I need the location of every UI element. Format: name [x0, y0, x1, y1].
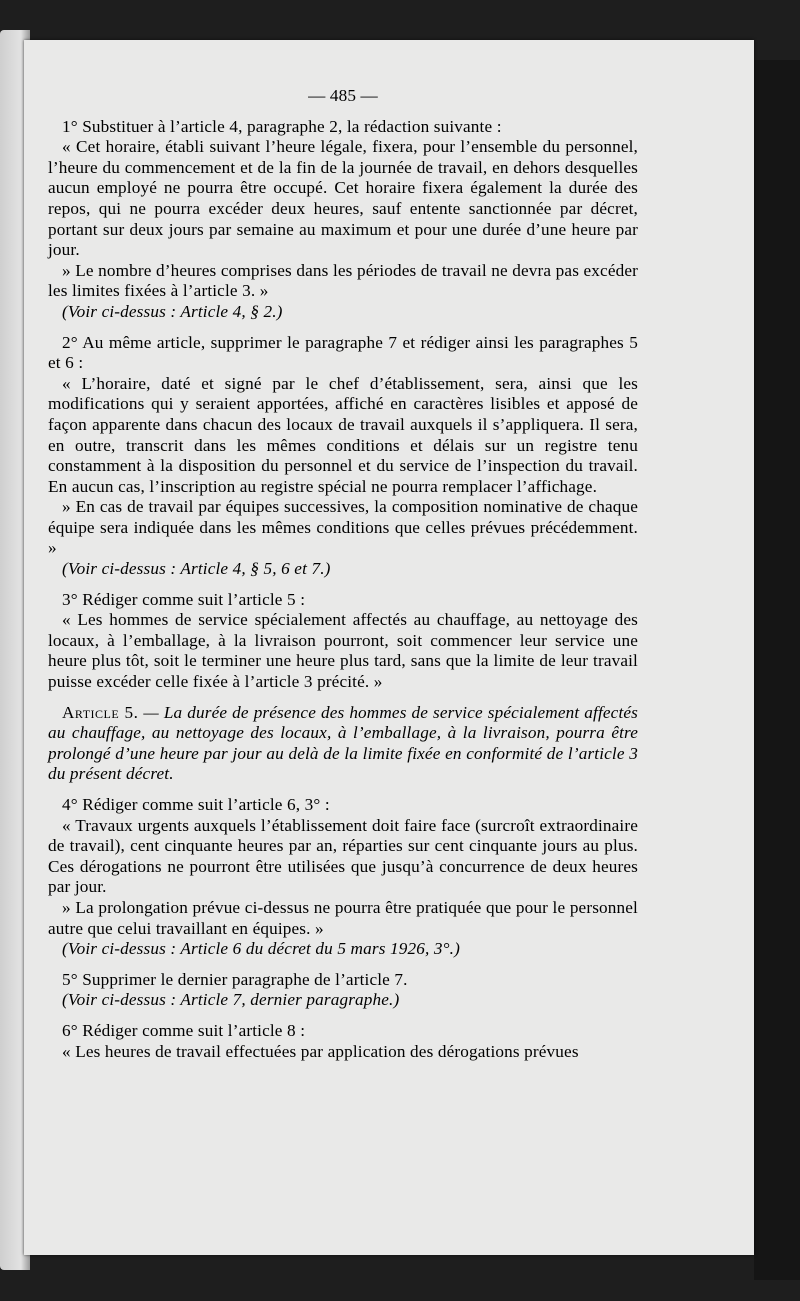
paragraph-item-2: 2° Au même article, supprimer le paragraphe 7 et rédiger ainsi les paragraphes 5 et 6 : — [48, 332, 638, 373]
paragraph-quote: « L’horaire, daté et signé par le chef d’établissement, sera, ainsi que les modifications qui y seraient apportées, affiché en caractères lisibles et apposé de façon apparente dans chacun des locaux de travail auxquels il s’appliquera. Il sera, en outre, transcrit dans les mêmes conditions et délais sur un registre tenu constamment à la disposition du personnel et du service de l’inspection du travail. En aucun cas, l’inscription au registre spécial ne pourra remplacer l’affichage. — [48, 373, 638, 496]
paragraph-quote: » Le nombre d’heures comprises dans les périodes de travail ne devra pas excéder les limites fixées à l’article 3. » — [48, 260, 638, 301]
paragraph-quote: « Travaux urgents auxquels l’établissement doit faire face (surcroît extraordinaire de travail), cent cinquante heures par an, réparties sur cent cinquante jours au plus. Ces dérogations ne pourront être utilisées que jusqu’à concurrence de deux heures par jour. — [48, 815, 638, 897]
scan-border — [754, 60, 800, 1280]
article-text: — La durée de présence des hommes de service spécialement affectés au chauffage, au nettoyage des locaux, à l’emballage, à la livraison, pourra être prolongé d’une heure par jour au delà de la limite fixée en conformité de l’article 3 du présent décret. — [48, 702, 638, 784]
reference-note: (Voir ci-dessus : Article 7, dernier paragraphe.) — [62, 990, 400, 1010]
article-excerpt — [48, 703, 638, 785]
paragraph-item-4: 4° Rédiger comme suit l’article 6, 3° : — [62, 795, 330, 814]
reference-note: (Voir ci-dessus : Article 4, § 5, 6 et 7.) — [62, 559, 331, 579]
paragraph-item-1: 1° Substituer à l’article 4, paragraphe 2, la rédaction suivante : — [62, 116, 502, 136]
paragraph-quote: « Les heures de travail effectuées par application des dérogations prévues — [62, 1041, 579, 1061]
paragraph-quote: « Les hommes de service spécialement affectés au chauffage, au nettoyage des locaux, à l’emballage, à la livraison pourront, soit commencer leur service une heure plus tôt, soit le terminer une heure plus tard, sans que la limite de leur travail puisse excéder celle fixée à l’article 3 précité. » — [48, 610, 638, 692]
paragraph-item-3: 3° Rédiger comme suit l’article 5 : — [62, 589, 306, 609]
paragraph-item-5: 5° Supprimer le dernier paragraphe de l’article 7. — [62, 969, 408, 989]
article-label: Article 5. — [62, 702, 139, 722]
page-number: — 485 — — [308, 86, 378, 105]
page-content — [48, 86, 638, 1062]
reference-note: (Voir ci-dessus : Article 6 du décret du 5 mars 1926, 3°.) — [62, 939, 460, 959]
reference-note: (Voir ci-dessus : Article 4, § 2.) — [62, 301, 283, 321]
paragraph-quote: » En cas de travail par équipes successives, la composition nominative de chaque équipe sera indiquée dans les mêmes conditions que celles prévues précédemment. » — [48, 497, 638, 558]
paragraph-quote: » La prolongation prévue ci-dessus ne pourra être pratiquée que pour le personnel autre que celui travaillant en équipes. » — [48, 897, 638, 938]
paragraph-item-6: 6° Rédiger comme suit l’article 8 : — [62, 1020, 306, 1040]
paragraph-quote: « Cet horaire, établi suivant l’heure légale, fixera, pour l’ensemble du personnel, l’heure du commencement et de la fin de la journée de travail, en dehors desquelles aucun employé ne pourra être occupé. Cet horaire fixera également la durée des repos, qui ne pourra excéder deux heures, sauf entente sanctionnée par décret, portant sur deux jours par semaine au maximum et pour une durée d’une heure par jour. — [48, 137, 638, 260]
